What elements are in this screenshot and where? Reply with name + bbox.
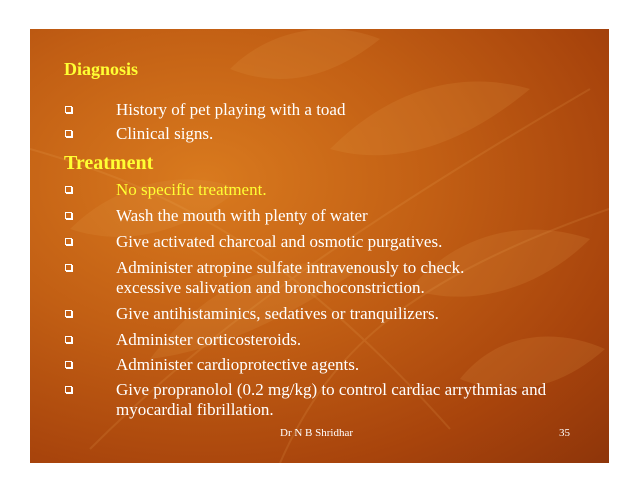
slide — [30, 29, 609, 463]
list-item-text: Administer cardioprotective agents. — [116, 355, 360, 374]
list-item — [65, 330, 605, 350]
list-item-text: Wash the mouth with plenty of water — [116, 206, 368, 225]
list-item-text: Give propranolol (0.2 mg/kg) to control cardiac arrythmias and myocardial fibrillation. — [116, 380, 547, 419]
list-item — [65, 258, 605, 298]
list-item — [65, 355, 605, 375]
square-bullet-icon — [65, 130, 72, 137]
list-item-text: Administer atropine sulfate intravenously to check. excessive salivation and bronchoconstriction. — [116, 258, 465, 297]
list-item — [65, 380, 605, 420]
list-item — [65, 124, 605, 144]
treatment-heading: Treatment — [64, 152, 154, 174]
square-bullet-icon — [65, 310, 72, 317]
diagnosis-heading: Diagnosis — [64, 59, 139, 79]
list-item — [65, 232, 605, 252]
list-item-text: Give activated charcoal and osmotic purgatives. — [116, 232, 443, 251]
slide-number: 35 — [559, 427, 570, 439]
square-bullet-icon — [65, 361, 72, 368]
list-item — [65, 304, 605, 324]
list-item — [65, 180, 605, 200]
list-item-text: Administer corticosteroids. — [116, 330, 302, 349]
list-item-text: Give antihistaminics, sedatives or tranquilizers. — [116, 304, 439, 323]
square-bullet-icon — [65, 106, 72, 113]
list-item-text: No specific treatment. — [116, 180, 267, 199]
square-bullet-icon — [65, 186, 72, 193]
list-item-text: History of pet playing with a toad — [116, 100, 346, 119]
list-item — [65, 206, 605, 226]
list-item — [65, 100, 605, 120]
square-bullet-icon — [65, 238, 72, 245]
square-bullet-icon — [65, 212, 72, 219]
list-item-text: Clinical signs. — [116, 124, 214, 143]
square-bullet-icon — [65, 336, 72, 343]
square-bullet-icon — [65, 264, 72, 271]
square-bullet-icon — [65, 386, 72, 393]
footer-author: Dr N B Shridhar — [280, 427, 354, 439]
